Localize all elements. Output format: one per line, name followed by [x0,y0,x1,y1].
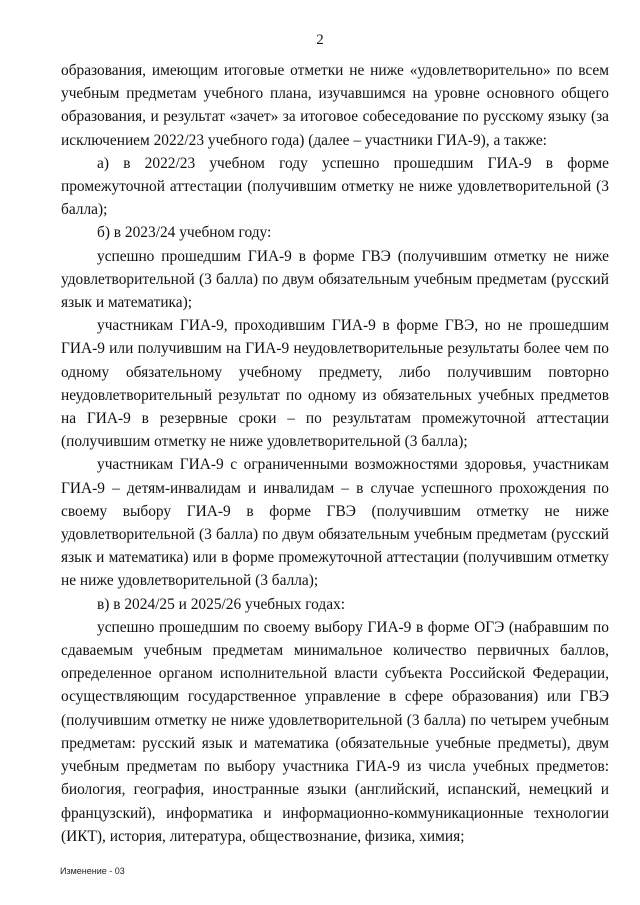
paragraph: успешно прошедшим ГИА-9 в форме ГВЭ (получившим отметку не ниже удовлетворительной (3 балла) по двум обязательным учебным предметам (русский язык и математика); [61,247,609,312]
paragraph: участникам ГИА-9, проходившим ГИА-9 в форме ГВЭ, но не прошедшим ГИА-9 или получившим на ГИА-9 неудовлетворительные результаты более чем по одному обязательному учебному предмету, либо получившим повторно неудовлетворительный результат по одному из обязательных учебных предметов на ГИА-9 в резервные сроки – по результатам промежуточной аттестации (получившим отметку не ниже удовлетворительной (3 балла); [61,317,609,451]
paragraph: образования, имеющим итоговые отметки не ниже «удовлетворительно» по всем учебным предметам учебного плана, изучавшимся на уровне основного общего образования, и результат «зачет» за итоговое собеседование по русскому языку (за исключением 2022/23 учебного года) (далее – участники ГИА-9), а также: [61,62,609,149]
paragraph: участникам ГИА-9 с ограниченными возможностями здоровья, участникам ГИА-9 – детям-инвалидам и инвалидам – в случае успешного прохождения по своему выбору ГИА-9 в форме ГВЭ (получившим отметку не ниже удовлетворительной (3 балла) по двум обязательным учебным предметам (русский язык и математика) или в форме промежуточной аттестации (получившим отметку не ниже удовлетворительной (3 балла); [61,456,609,590]
paragraph: успешно прошедшим по своему выбору ГИА-9 в форме ОГЭ (набравшим по сдаваемым учебным предметам минимальное количество первичных баллов, определенное органом исполнительной власти субъекта Российской Федерации, осуществляющим государственное управление в сфере образования) или ГВЭ (получившим отметку не ниже удовлетворительной (3 балла) по четырем учебным предметам: русский язык и математика (обязательные учебные предметы), двум учебным предметам по выбору участника ГИА-9 из числа учебных предметов: биология, география, иностранные языки (английский, испанский, немецкий и французский), информатика и информационно-коммуникационные технологии (ИКТ), история, литература, обществознание, физика, химия; [61,618,609,845]
revision-footer: Изменение - 03 [60,866,125,876]
paragraph: б) в 2023/24 учебном году: [97,224,272,242]
paragraph: в) в 2024/25 и 2025/26 учебных годах: [97,595,346,613]
paragraph: а) в 2022/23 учебном году успешно прошедшим ГИА-9 в форме промежуточной аттестации (получившим отметку не ниже удовлетворительной (3 балла); [61,154,609,219]
document-body [61,59,609,848]
page-number: 2 [316,32,324,48]
